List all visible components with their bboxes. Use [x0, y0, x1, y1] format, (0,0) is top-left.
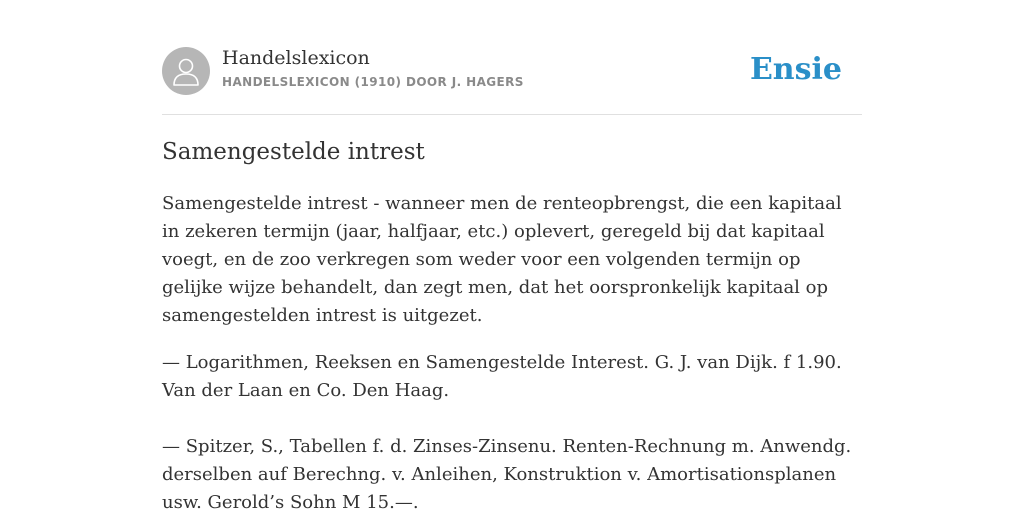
reference-item: — Spitzer, S., Tabellen f. d. Zinses-Zinsenu. Renten-Rechnung m. Anwendg. derselben auf Berechng. v. Anleihen, Konstruktion v. Amortisationsplanen usw. Gerold’s Sohn M 15.—. [162, 436, 852, 513]
article-header [162, 46, 862, 115]
source-title[interactable]: Handelslexicon [222, 47, 370, 69]
article-definition: Samengestelde intrest - wanneer men de renteopbrengst, die een kapitaal in zekeren termijn (jaar, halfjaar, etc.) oplevert, geregeld bij dat kapitaal voegt, en de zoo verkregen som weder voor een volgenden termijn op gelijke wijze behandelt, dan zegt men, dat het oorspronkelijk kapitaal op samengestelden intrest is uitgezet. [162, 193, 842, 326]
article-title: Samengestelde intrest [162, 139, 425, 165]
user-icon [162, 47, 210, 95]
source-subtitle[interactable]: HANDELSLEXICON (1910) DOOR J. HAGERS [222, 75, 524, 89]
reference-item: — Logarithmen, Reeksen en Samengestelde Interest. G. J. van Dijk. f 1.90. Van der Laan en Co. Den Haag. [162, 352, 842, 401]
author-avatar[interactable] [162, 47, 210, 95]
ensie-logo-link[interactable]: Ensie [749, 52, 842, 87]
